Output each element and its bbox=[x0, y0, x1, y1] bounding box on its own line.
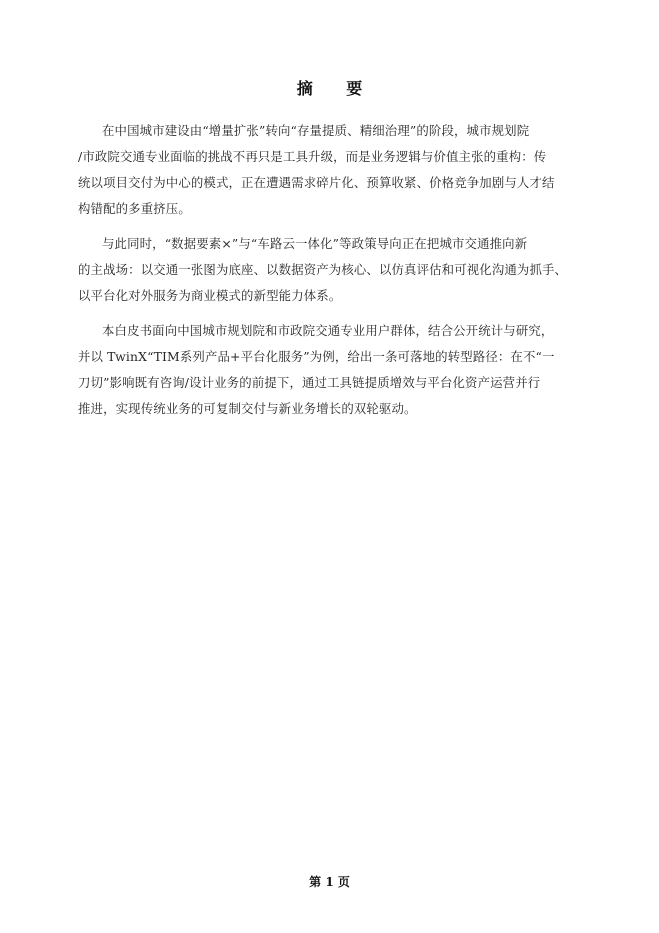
paragraph-1 bbox=[78, 118, 598, 222]
paragraph-line: /市政院交通专业面临的挑战不再只是工具升级，而是业务逻辑与价值主张的重构：传 bbox=[78, 149, 547, 164]
page-number: 第 1 页 bbox=[309, 875, 350, 889]
abstract-body bbox=[78, 118, 598, 422]
paragraph-line: 以平台化对外服务为商业模式的新型能力体系。 bbox=[78, 288, 342, 303]
paragraph-line: 推进，实现传统业务的可复制交付与新业务增长的双轮驱动。 bbox=[78, 401, 417, 416]
paragraph-2 bbox=[78, 231, 598, 309]
page-title: 摘 要 bbox=[296, 79, 377, 98]
paragraph-line: 与此同时，“数据要素×”与“车路云一体化”等政策导向正在把城市交通推向新 bbox=[102, 236, 528, 251]
paragraph-line: 统以项目交付为中心的模式，正在遭遇需求碎片化、预算收紧、价格竞争加剧与人才结 bbox=[78, 175, 555, 190]
paragraph-line: 刀切”影响既有咨询/设计业务的前提下，通过工具链提质增效与平台化资产运营并行 bbox=[78, 375, 541, 390]
paragraph-line: 并以 TwinX“TIM系列产品+平台化服务”为例，给出一条可落地的转型路径：在不“一 bbox=[78, 349, 555, 364]
paragraph-3 bbox=[78, 318, 598, 422]
paragraph-line: 的主战场：以交通一张图为底座、以数据资产为核心、以仿真评估和可视化沟通为抓手、 bbox=[78, 262, 568, 277]
paragraph-spacer bbox=[78, 222, 598, 231]
paragraph-line: 本白皮书面向中国城市规划院和市政院交通专业用户群体，结合公开统计与研究， bbox=[102, 323, 554, 338]
paragraph-line: 构错配的多重挤压。 bbox=[78, 201, 191, 216]
paragraph-line: 在中国城市建设由“增量扩张”转向“存量提质、精细治理”的阶段，城市规划院 bbox=[102, 123, 530, 138]
paragraph-spacer bbox=[78, 309, 598, 318]
